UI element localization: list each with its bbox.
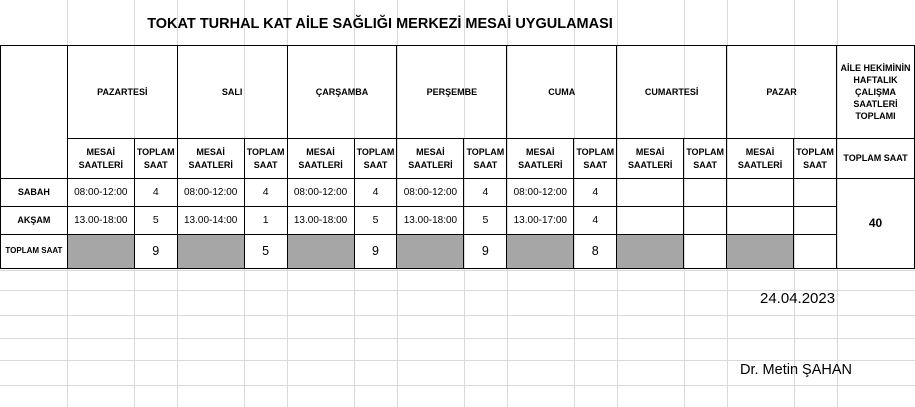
mesai-subheader: MESAİ SAATLERİ (177, 139, 244, 179)
sabah-row (1, 179, 915, 207)
row-label-toplam: TOPLAM SAAT (1, 235, 68, 269)
weekly-total-value: 40 (836, 179, 914, 269)
gray-cell (177, 235, 244, 269)
sabah-hours: 08:00-12:00 (177, 179, 244, 207)
aksam-total: 5 (464, 207, 507, 235)
aksam-hours: 13.00-18:00 (67, 207, 134, 235)
aksam-total: 5 (134, 207, 177, 235)
mesai-subheader: MESAİ SAATLERİ (287, 139, 354, 179)
sabah-hours: 08:00-12:00 (287, 179, 354, 207)
day-total: 8 (574, 235, 617, 269)
mesai-subheader: MESAİ SAATLERİ (617, 139, 684, 179)
aksam-row (1, 207, 915, 235)
aksam-total: 5 (354, 207, 397, 235)
weekly-toplam-subheader: TOPLAM SAAT (836, 139, 914, 179)
day-header-sali: SALI (177, 46, 287, 139)
row-label-sabah: SABAH (1, 179, 68, 207)
day-total (794, 235, 837, 269)
toplam-subheader: TOPLAM SAAT (244, 139, 287, 179)
toplam-subheader: TOPLAM SAAT (464, 139, 507, 179)
day-total: 9 (464, 235, 507, 269)
aksam-total (684, 207, 727, 235)
day-header-carsamba: ÇARŞAMBA (287, 46, 397, 139)
day-total (684, 235, 727, 269)
gray-cell (507, 235, 574, 269)
aksam-hours: 13.00-14:00 (177, 207, 244, 235)
document-date: 24.04.2023 (760, 290, 836, 307)
gray-cell (67, 235, 134, 269)
day-total: 9 (354, 235, 397, 269)
sabah-hours: 08:00-12:00 (67, 179, 134, 207)
toplam-subheader: TOPLAM SAAT (354, 139, 397, 179)
aksam-hours (727, 207, 794, 235)
day-total: 5 (244, 235, 287, 269)
row-label-aksam: AKŞAM (1, 207, 68, 235)
toplam-subheader: TOPLAM SAAT (684, 139, 727, 179)
sabah-total (684, 179, 727, 207)
gray-cell (617, 235, 684, 269)
sabah-hours: 08:00-12:00 (397, 179, 464, 207)
gray-cell (287, 235, 354, 269)
mesai-subheader: MESAİ SAATLERİ (727, 139, 794, 179)
mesai-subheader: MESAİ SAATLERİ (67, 139, 134, 179)
aksam-total: 1 (244, 207, 287, 235)
gray-cell (397, 235, 464, 269)
gray-cell (727, 235, 794, 269)
weekly-total-header: AİLE HEKİMİNİN HAFTALIK ÇALIŞMA SAATLERİ TOPLAMI (836, 46, 914, 139)
sabah-hours: 08:00-12:00 (507, 179, 574, 207)
signature-name: Dr. Metin ŞAHAN (740, 362, 852, 378)
aksam-hours (617, 207, 684, 235)
mesai-subheader: MESAİ SAATLERİ (507, 139, 574, 179)
aksam-hours: 13.00-18:00 (287, 207, 354, 235)
toplam-subheader: TOPLAM SAAT (574, 139, 617, 179)
schedule-table (0, 45, 915, 269)
aksam-hours: 13.00-17:00 (507, 207, 574, 235)
day-header-cuma: CUMA (507, 46, 617, 139)
sabah-hours (617, 179, 684, 207)
day-header-pazartesi: PAZARTESİ (67, 46, 177, 139)
aksam-total (794, 207, 837, 235)
subheader-row (1, 139, 915, 179)
day-total: 9 (134, 235, 177, 269)
toplam-subheader: TOPLAM SAAT (794, 139, 837, 179)
toplam-row (1, 235, 915, 269)
mesai-subheader: MESAİ SAATLERİ (397, 139, 464, 179)
day-header-persembe: PERŞEMBE (397, 46, 507, 139)
sabah-total: 4 (244, 179, 287, 207)
corner-cell (1, 46, 68, 179)
sabah-total (794, 179, 837, 207)
day-header-row (1, 46, 915, 139)
page-title: TOKAT TURHAL KAT AİLE SAĞLIĞI MERKEZİ MESAİ UYGULAMASI (147, 16, 613, 32)
toplam-subheader: TOPLAM SAAT (134, 139, 177, 179)
sabah-total: 4 (464, 179, 507, 207)
day-header-cumartesi: CUMARTESİ (617, 46, 727, 139)
sabah-total: 4 (574, 179, 617, 207)
day-header-pazar: PAZAR (727, 46, 837, 139)
aksam-hours: 13.00-18:00 (397, 207, 464, 235)
aksam-total: 4 (574, 207, 617, 235)
sabah-total: 4 (354, 179, 397, 207)
sabah-total: 4 (134, 179, 177, 207)
sabah-hours (727, 179, 794, 207)
